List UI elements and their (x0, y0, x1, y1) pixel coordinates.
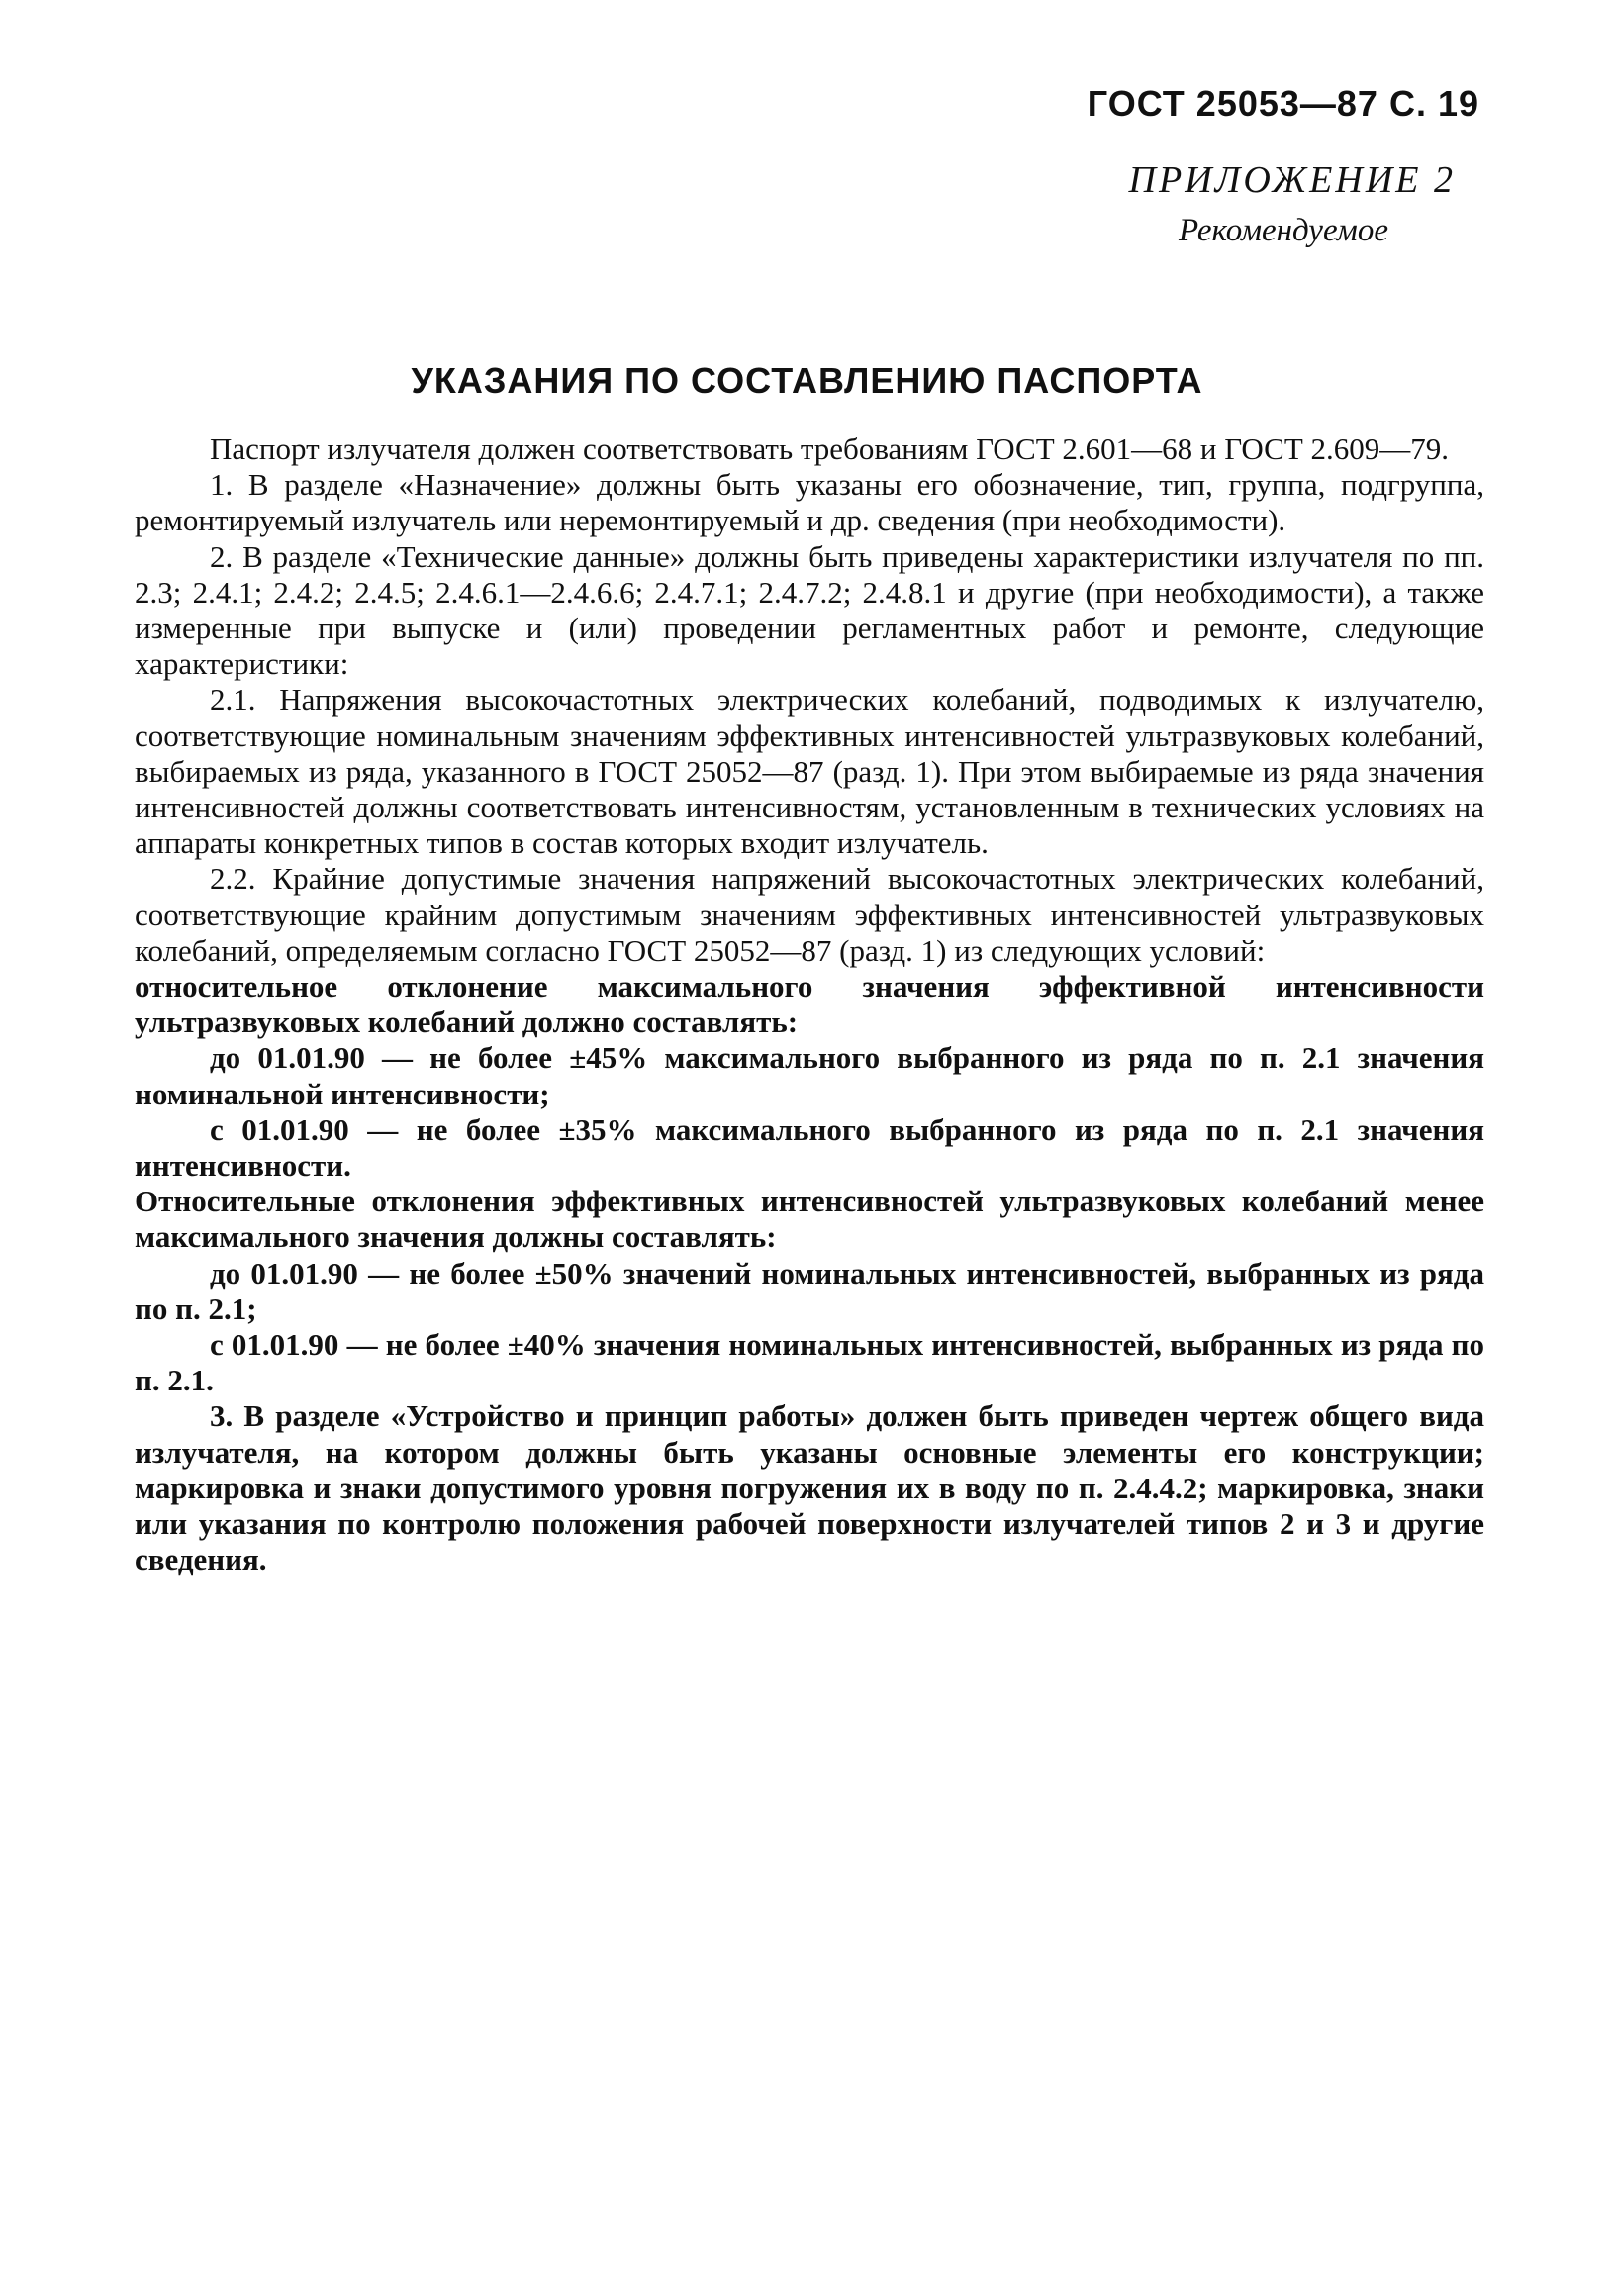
paragraph-after-1990: с 01.01.90 — не более ±40% значения номинальных интенсивностей, выбранных из ряда по п. 2.1. (135, 1327, 1484, 1398)
paragraph-after-1990-max: с 01.01.90 — не более ±35% максимального выбранного из ряда по п. 2.1 значения интенсивности. (135, 1111, 1484, 1184)
paragraph-before-1990-max: до 01.01.90 — не более ±45% максимального выбранного из ряда по п. 2.1 значения номинальной интенсивности; (135, 1040, 1484, 1111)
paragraph-deviation-max: относительное отклонение максимального значения эффективной интенсивности ультразвуковых колебаний должно составлять: (135, 969, 1484, 1040)
paragraph-2: 2. В разделе «Технические данные» должны быть приведены характеристики излучателя по пп. 2.3; 2.4.1; 2.4.2; 2.4.5; 2.4.6.1—2.4.6.6; 2.4.7.1; 2.4.7.2; 2.4.8.1 и другие (при необходимости), а также измеренные при выпуске и (или) проведении регламентных работ и ремонте, следующие характеристики: (135, 538, 1484, 682)
paragraph-before-1990: до 01.01.90 — не более ±50% значений номинальных интенсивностей, выбранных из ряда по п. 2.1; (135, 1255, 1484, 1326)
document-body (135, 431, 1484, 1578)
section-title: УКАЗАНИЯ ПО СОСТАВЛЕНИЮ ПАСПОРТА (411, 360, 1203, 401)
paragraph-intro: Паспорт излучателя должен соответствовать требованиям ГОСТ 2.601—68 и ГОСТ 2.609—79. (210, 431, 1450, 466)
paragraph-1: 1. В разделе «Назначение» должны быть указаны его обозначение, тип, группа, подгруппа, ремонтируемый излучатель или неремонтируемый и др. сведения (при необходимости). (135, 467, 1484, 538)
paragraph-2-1: 2.1. Напряжения высокочастотных электрических колебаний, подводимых к излучателю, соответствующие номинальным значениям эффективных интенсивностей ультразвуковых колебаний, выбираемых из ряда, указанного в ГОСТ 25052—87 (разд. 1). При этом выбираемые из ряда значения интенсивностей должны соответствовать интенсивностям, установленным в технических условиях на аппараты конкретных типов в состав которых входит излучатель. (135, 682, 1484, 861)
paragraph-2-2: 2.2. Крайние допустимые значения напряжений высокочастотных электрических колебаний, соответствующие крайним допустимым значениям эффективных интенсивностей ультразвуковых колебаний, определяемым согласно ГОСТ 25052—87 (разд. 1) из следующих условий: (135, 861, 1484, 968)
appendix-label: ПРИЛОЖЕНИЕ 2 (1128, 159, 1456, 201)
paragraph-3: 3. В разделе «Устройство и принцип работы» должен быть приведен чертеж общего вида излучателя, на котором должны быть указаны основные элементы его конструкции; маркировка и знаки допустимого уровня погружения их в воду по п. 2.4.4.2; маркировка, знаки или указания по контролю положения рабочей поверхности излучателей типов 2 и 3 и другие сведения. (135, 1398, 1484, 1578)
appendix-status: Рекомендуемое (1178, 213, 1388, 248)
document-reference: ГОСТ 25053—87 С. 19 (1087, 83, 1479, 124)
paragraph-deviation-below-max: Относительные отклонения эффективных интенсивностей ультразвуковых колебаний менее максимального значения должны составлять: (135, 1184, 1484, 1255)
